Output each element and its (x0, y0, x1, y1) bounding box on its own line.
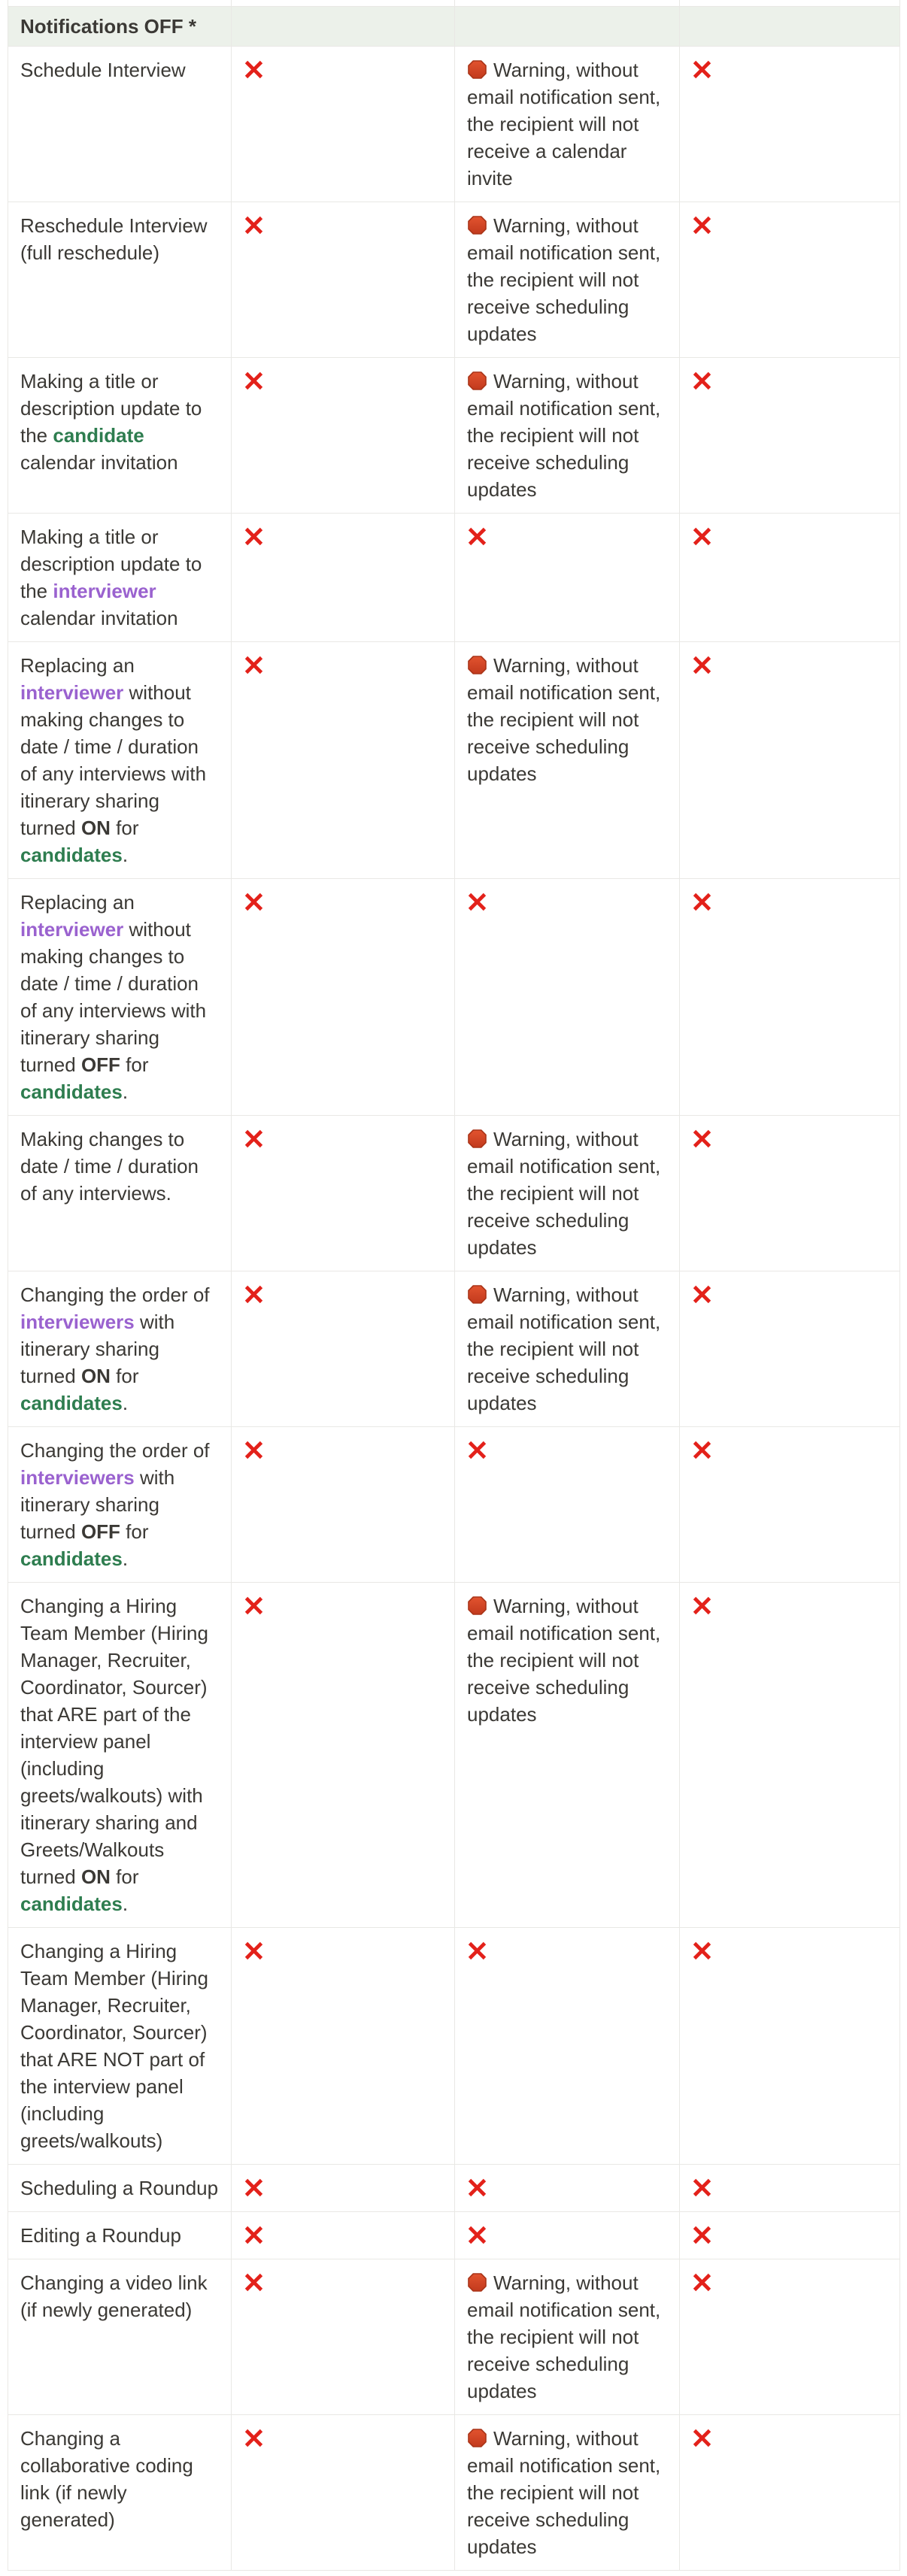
stop-sign-icon (467, 59, 487, 80)
scenario-text: Making changes to date / time / duration of any interviews. (20, 1128, 199, 1205)
scenario-text: . (122, 1547, 129, 1570)
scenario-text: Changing a video link (if newly generated) (20, 2271, 208, 2321)
warning-text: Warning, without email notification sent, the recipient will not receive scheduling updates (467, 370, 661, 501)
scenario-text: for (120, 1520, 149, 1543)
scenario-text: Reschedule Interview (full reschedule) (20, 214, 208, 264)
status-cell (232, 2212, 455, 2259)
scenario-text: candidate (53, 424, 144, 447)
status-cell (680, 642, 900, 879)
scenario-text: Changing a Hiring Team Member (Hiring Manager, Recruiter, Coordinator, Sourcer) that ARE part of the interview panel (including greets/walkouts) with itinerary sharing and Greets/Walkouts turned (20, 1595, 208, 1888)
scenario-cell (8, 2165, 232, 2212)
cross-mark-icon (244, 1284, 264, 1305)
status-cell (232, 202, 455, 358)
scenario-cell (8, 642, 232, 879)
table-row (8, 2415, 900, 2571)
cross-mark-icon (692, 2428, 712, 2448)
scenario-text: with itinerary sharing turned (20, 1311, 175, 1387)
cross-mark-icon (244, 1596, 264, 1616)
table-row (8, 1116, 900, 1271)
cut-off-cell (455, 0, 680, 7)
scenario-cell (8, 202, 232, 358)
status-cell (455, 1116, 680, 1271)
cross-mark-icon (467, 892, 487, 912)
status-cell (680, 2259, 900, 2415)
cross-mark-icon (244, 1440, 264, 1460)
scenario-text: calendar invitation (20, 607, 178, 629)
status-cell (232, 47, 455, 202)
cross-mark-icon (244, 655, 264, 675)
scenario-text: Scheduling a Roundup (20, 2177, 219, 2199)
stop-sign-icon (467, 1596, 487, 1616)
scenario-text: Replacing an (20, 654, 135, 677)
cross-mark-icon (467, 526, 487, 547)
scenario-cell (8, 1271, 232, 1427)
scenario-text: Schedule Interview (20, 59, 186, 81)
cross-mark-icon (692, 2177, 712, 2198)
table-row (8, 1928, 900, 2165)
cross-mark-icon (244, 2177, 264, 2198)
cross-mark-icon (467, 2177, 487, 2198)
warning-text: Warning, without email notification sent, the recipient will not receive scheduling updates (467, 2271, 661, 2402)
cross-mark-icon (467, 1941, 487, 1961)
status-cell (232, 2259, 455, 2415)
status-cell (680, 358, 900, 514)
cut-off-cell (680, 0, 900, 7)
status-cell (680, 879, 900, 1116)
stop-sign-icon (467, 1284, 487, 1305)
scenario-text: candidates (20, 1392, 123, 1414)
cross-mark-icon (692, 215, 712, 235)
scenario-cell (8, 2212, 232, 2259)
scenario-text: ON (80, 817, 111, 839)
cross-mark-icon (692, 1284, 712, 1305)
status-cell (680, 1928, 900, 2165)
status-cell (232, 1427, 455, 1583)
scenario-text: calendar invitation (20, 451, 178, 474)
scenario-text: without making changes to date / time / duration of any interviews with itinerary sharing turned (20, 681, 207, 839)
warning-text: Warning, without email notification sent, the recipient will not receive scheduling updates (467, 1283, 661, 1414)
status-cell (455, 358, 680, 514)
scenario-text: for (110, 1865, 139, 1888)
warning-text: Warning, without email notification sent, the recipient will not receive scheduling updates (467, 1128, 661, 1259)
scenario-text: Making a title or description update to the (20, 370, 202, 447)
status-cell (680, 1427, 900, 1583)
scenario-text: Changing the order of (20, 1283, 210, 1306)
cross-mark-icon (692, 655, 712, 675)
cut-off-row (8, 0, 900, 7)
cross-mark-icon (244, 1941, 264, 1961)
scenario-text: for (110, 1365, 139, 1387)
status-cell (455, 2259, 680, 2415)
table-header-title: Notifications OFF * (8, 7, 232, 47)
cross-mark-icon (692, 1941, 712, 1961)
scenario-text: Replacing an (20, 891, 135, 914)
scenario-text: . (122, 1893, 129, 1915)
status-cell (455, 202, 680, 358)
table-row (8, 2165, 900, 2212)
scenario-text: . (122, 844, 129, 866)
warning-text: Warning, without email notification sent, the recipient will not receive scheduling updates (467, 654, 661, 785)
status-cell (232, 2415, 455, 2571)
status-cell (680, 202, 900, 358)
table-row (8, 1427, 900, 1583)
scenario-text: Changing a Hiring Team Member (Hiring Manager, Recruiter, Coordinator, Sourcer) that ARE NOT part of the interview panel (including greets/walkouts) (20, 1940, 208, 2152)
scenario-text: without making changes to date / time / duration of any interviews with itinerary sharing turned (20, 918, 207, 1076)
cross-mark-icon (692, 1129, 712, 1149)
warning-text: Warning, without email notification sent, the recipient will not receive scheduling updates (467, 1595, 661, 1726)
cross-mark-icon (244, 1129, 264, 1149)
scenario-cell (8, 1116, 232, 1271)
cross-mark-icon (692, 1596, 712, 1616)
table-row (8, 2259, 900, 2415)
status-cell (680, 2212, 900, 2259)
warning-text: Warning, without email notification sent, the recipient will not receive a calendar invite (467, 59, 661, 189)
scenario-text: candidates (20, 844, 123, 866)
scenario-text: for (120, 1053, 149, 1076)
scenario-cell (8, 514, 232, 642)
status-cell (455, 1271, 680, 1427)
scenario-text: ON (80, 1365, 111, 1387)
status-cell (455, 879, 680, 1116)
cross-mark-icon (244, 215, 264, 235)
status-cell (455, 2165, 680, 2212)
scenario-text: . (122, 1392, 129, 1414)
status-cell (455, 642, 680, 879)
status-cell (232, 879, 455, 1116)
status-cell (680, 514, 900, 642)
status-cell (680, 2415, 900, 2571)
scenario-cell (8, 1928, 232, 2165)
stop-sign-icon (467, 2272, 487, 2293)
table-row (8, 514, 900, 642)
status-cell (680, 2165, 900, 2212)
cross-mark-icon (244, 2428, 264, 2448)
scenario-text: interviewer (53, 580, 156, 602)
cross-mark-icon (244, 59, 264, 80)
status-cell (455, 2415, 680, 2571)
status-cell (232, 1928, 455, 2165)
cross-mark-icon (692, 2272, 712, 2293)
table-body (8, 47, 900, 2571)
stop-sign-icon (467, 371, 487, 391)
scenario-text: candidates (20, 1080, 123, 1103)
scenario-cell (8, 2415, 232, 2571)
status-cell (680, 47, 900, 202)
status-cell (232, 642, 455, 879)
status-cell (455, 1427, 680, 1583)
table-header-row (8, 7, 900, 47)
table-row (8, 1583, 900, 1928)
scenario-text: for (110, 817, 139, 839)
cross-mark-icon (467, 2225, 487, 2245)
scenario-text: OFF (80, 1053, 120, 1076)
scenario-text: OFF (80, 1520, 120, 1543)
cross-mark-icon (244, 892, 264, 912)
status-cell (455, 1583, 680, 1928)
stop-sign-icon (467, 2428, 487, 2448)
scenario-text: interviewer (20, 918, 124, 941)
scenario-text: Changing the order of (20, 1439, 210, 1462)
table-header-cell-empty (232, 7, 455, 47)
scenario-text: . (122, 1080, 129, 1103)
status-cell (455, 47, 680, 202)
scenario-cell (8, 1583, 232, 1928)
notifications-table (8, 0, 900, 2571)
status-cell (232, 1116, 455, 1271)
stop-sign-icon (467, 215, 487, 235)
cross-mark-icon (692, 526, 712, 547)
scenario-text: interviewers (20, 1311, 135, 1333)
table-row (8, 1271, 900, 1427)
warning-text: Warning, without email notification sent, the recipient will not receive scheduling updates (467, 214, 661, 345)
cross-mark-icon (244, 526, 264, 547)
status-cell (232, 514, 455, 642)
cut-off-cell (232, 0, 455, 7)
table-row (8, 47, 900, 202)
status-cell (232, 1583, 455, 1928)
cross-mark-icon (244, 371, 264, 391)
stop-sign-icon (467, 655, 487, 675)
status-cell (232, 2165, 455, 2212)
table-row (8, 2212, 900, 2259)
table-header-cell-empty (680, 7, 900, 47)
status-cell (232, 358, 455, 514)
scenario-text: candidates (20, 1893, 123, 1915)
status-cell (680, 1271, 900, 1427)
status-cell (680, 1583, 900, 1928)
scenario-cell (8, 1427, 232, 1583)
scenario-cell (8, 358, 232, 514)
scenario-text: Changing a collaborative coding link (if newly generated) (20, 2427, 193, 2531)
status-cell (680, 1116, 900, 1271)
table-row (8, 358, 900, 514)
cross-mark-icon (692, 1440, 712, 1460)
cross-mark-icon (692, 892, 712, 912)
scenario-text: interviewer (20, 681, 124, 704)
cross-mark-icon (692, 2225, 712, 2245)
scenario-cell (8, 2259, 232, 2415)
cross-mark-icon (692, 371, 712, 391)
table-header-cell-empty (455, 7, 680, 47)
cross-mark-icon (244, 2272, 264, 2293)
cross-mark-icon (467, 1440, 487, 1460)
status-cell (455, 2212, 680, 2259)
scenario-cell (8, 47, 232, 202)
scenario-text: ON (80, 1865, 111, 1888)
warning-text: Warning, without email notification sent, the recipient will not receive scheduling updates (467, 2427, 661, 2558)
stop-sign-icon (467, 1129, 487, 1149)
cut-off-cell (8, 0, 232, 7)
cross-mark-icon (244, 2225, 264, 2245)
scenario-text: candidates (20, 1547, 123, 1570)
cross-mark-icon (692, 59, 712, 80)
status-cell (232, 1271, 455, 1427)
table-row (8, 202, 900, 358)
scenario-text: Making a title or description update to the (20, 526, 202, 602)
scenario-text: interviewers (20, 1466, 135, 1489)
scenario-cell (8, 879, 232, 1116)
scenario-text: with itinerary sharing turned (20, 1466, 175, 1543)
table-row (8, 642, 900, 879)
status-cell (455, 514, 680, 642)
table-row (8, 879, 900, 1116)
status-cell (455, 1928, 680, 2165)
scenario-text: Editing a Roundup (20, 2224, 181, 2247)
